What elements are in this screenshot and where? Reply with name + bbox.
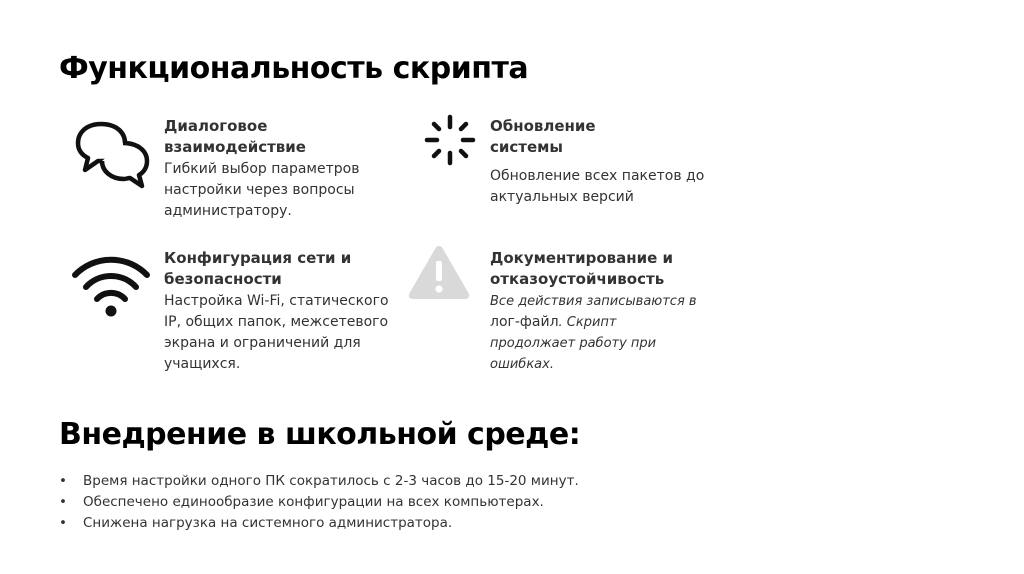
list-item: • Время настройки одного ПК сократилось с 2-3 часов до 15-20 минут. <box>59 473 579 489</box>
feature-description: Обновление всех пакетов до актуальных версий <box>490 168 705 205</box>
feature-title: Диалоговое взаимодействие <box>164 117 306 156</box>
list-item: • Обеспечено единообразие конфигурации на всех компьютерах. <box>59 494 544 510</box>
list-item: • Снижена нагрузка на системного администратора. <box>59 515 453 531</box>
feature-title: Конфигурация сети и безопасности <box>164 249 352 288</box>
feature-description: Настройка Wi-Fi, статического IP, общих папок, межсетевого экрана и ограничений для учащихся. <box>164 293 389 372</box>
feature-update <box>490 116 704 208</box>
loading-spinner-icon <box>424 114 476 166</box>
feature-network <box>164 248 389 375</box>
section-title-functionality: Функциональность скрипта <box>59 51 529 86</box>
feature-title: Документирование и отказоустойчивость <box>490 249 674 288</box>
feature-docs <box>490 248 697 375</box>
wifi-icon <box>70 255 152 319</box>
results-list <box>59 471 579 534</box>
feature-title: Обновление системы <box>490 117 596 156</box>
section-title-deployment: Внедрение в школьной среде: <box>59 417 581 452</box>
speech-bubbles-icon <box>73 118 157 190</box>
feature-dialog <box>164 116 359 222</box>
warning-icon <box>406 243 472 301</box>
feature-description: Все действия записываются в лог-файл. Скрипт продолжает работу при ошибках. <box>490 294 697 372</box>
feature-description: Гибкий выбор параметров настройки через вопросы администратору. <box>164 161 360 219</box>
